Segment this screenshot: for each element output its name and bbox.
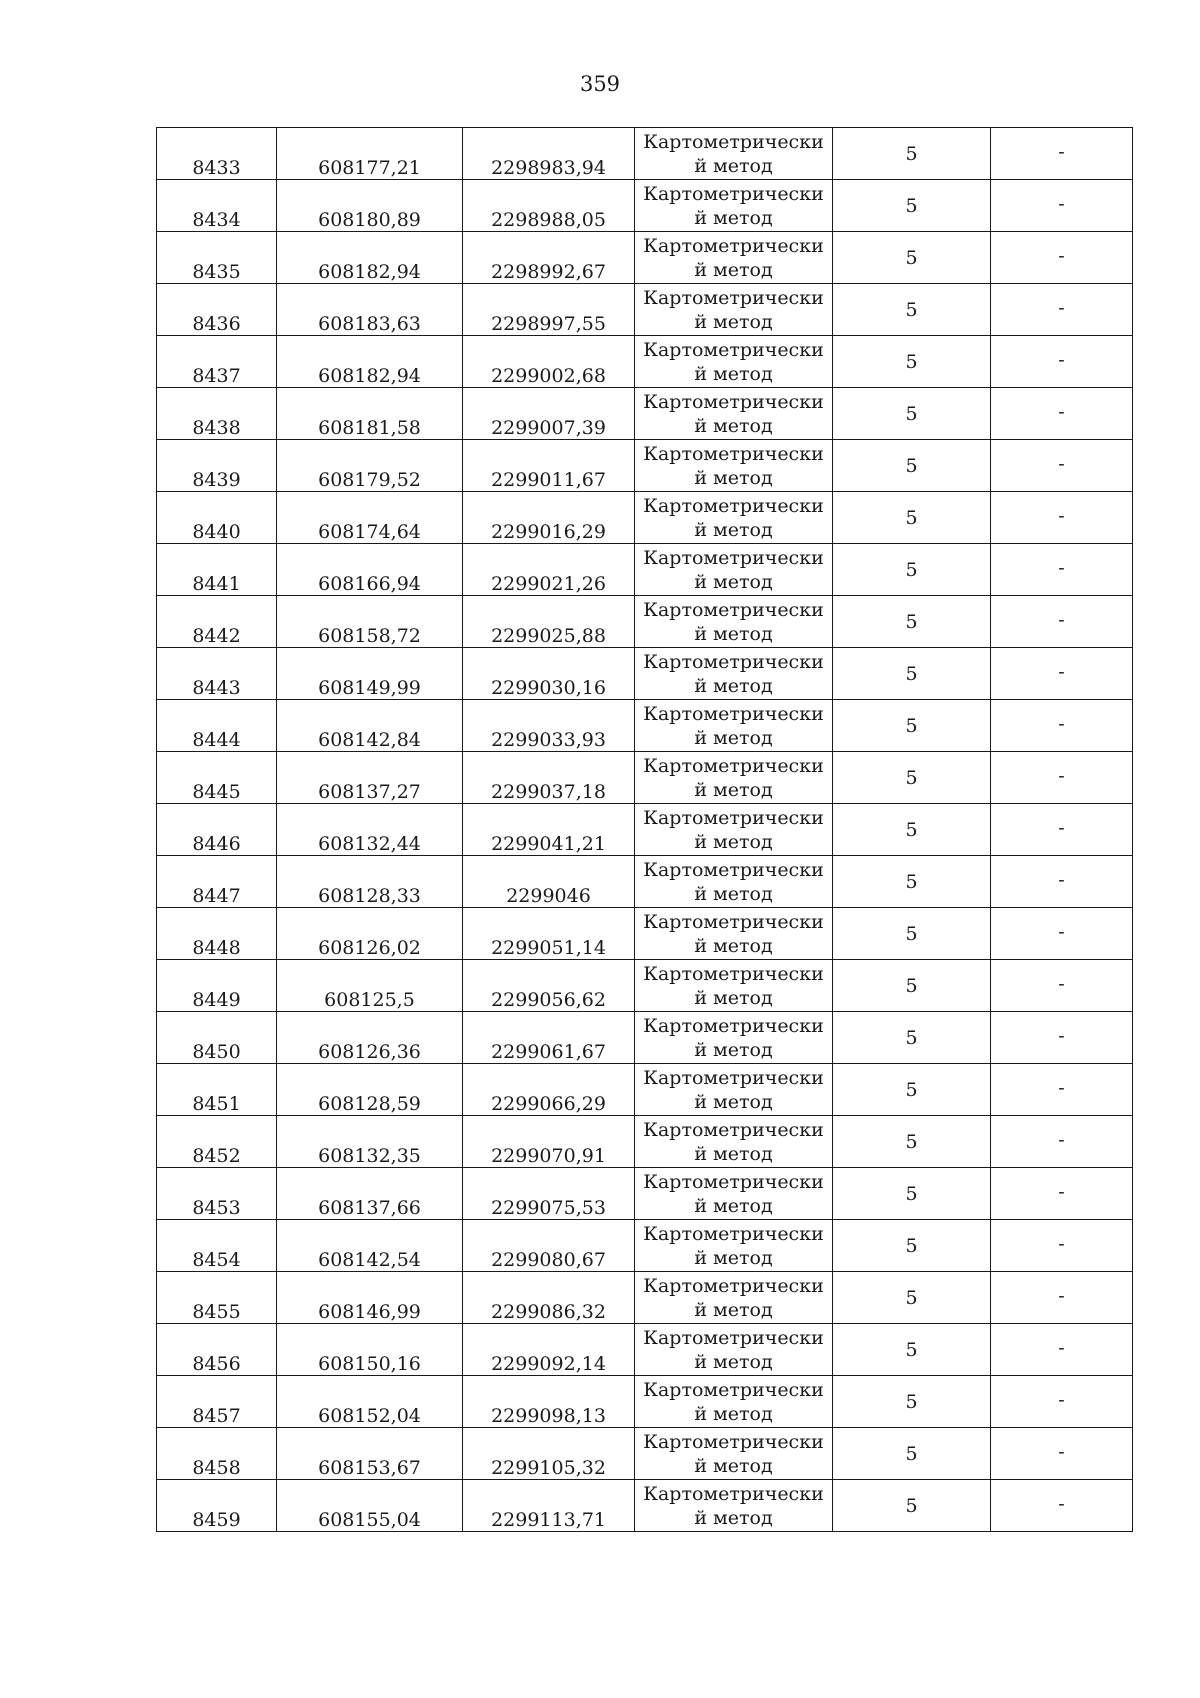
note-dash: - [1058,504,1065,527]
x-coordinate-cell: 608146,99 [277,1272,463,1324]
note-dash: - [1058,1492,1065,1515]
method-line-2: й метод [694,466,773,489]
accuracy-cell: 5 [833,284,991,336]
method-line-1: Картометрически [643,1066,824,1089]
method-cell [635,232,833,284]
note-cell [991,128,1133,180]
x-coordinate-cell: 608128,33 [277,856,463,908]
x-coordinate-cell: 608158,72 [277,596,463,648]
point-number-cell: 8443 [157,648,277,700]
x-coordinate-cell: 608183,63 [277,284,463,336]
point-number-cell: 8442 [157,596,277,648]
method-cell [635,804,833,856]
accuracy-cell: 5 [833,492,991,544]
note-cell [991,1428,1133,1480]
y-coordinate-cell: 2298988,05 [463,180,635,232]
note-dash: - [1058,1336,1065,1359]
note-cell [991,180,1133,232]
method-cell [635,648,833,700]
method-line-1: Картометрически [643,858,824,881]
table-row [157,388,1133,440]
y-coordinate-cell: 2299011,67 [463,440,635,492]
method-line-1: Картометрически [643,1430,824,1453]
method-cell [635,1064,833,1116]
table-row [157,700,1133,752]
method-cell [635,284,833,336]
method-line-1: Картометрически [643,1014,824,1037]
y-coordinate-cell: 2299051,14 [463,908,635,960]
note-dash: - [1058,192,1065,215]
y-coordinate-cell: 2299092,14 [463,1324,635,1376]
table-row [157,804,1133,856]
note-cell [991,544,1133,596]
page-number: 359 [579,72,621,96]
x-coordinate-cell: 608153,67 [277,1428,463,1480]
method-line-2: й метод [694,726,773,749]
method-cell [635,1168,833,1220]
method-line-1: Картометрически [643,286,824,309]
note-dash: - [1058,400,1065,423]
accuracy-cell: 5 [833,1220,991,1272]
note-dash: - [1058,1388,1065,1411]
note-cell [991,1220,1133,1272]
table-row [157,1220,1133,1272]
y-coordinate-cell: 2299030,16 [463,648,635,700]
method-line-1: Картометрически [643,442,824,465]
y-coordinate-cell: 2298992,67 [463,232,635,284]
table-row [157,440,1133,492]
note-dash: - [1058,296,1065,319]
point-number-cell: 8444 [157,700,277,752]
x-coordinate-cell: 608132,44 [277,804,463,856]
method-line-1: Картометрически [643,234,824,257]
point-number-cell: 8445 [157,752,277,804]
note-dash: - [1058,1440,1065,1463]
y-coordinate-cell: 2299025,88 [463,596,635,648]
accuracy-cell: 5 [833,1376,991,1428]
note-dash: - [1058,1128,1065,1151]
table-row [157,1480,1133,1532]
method-line-2: й метод [694,1402,773,1425]
point-number-cell: 8456 [157,1324,277,1376]
y-coordinate-cell: 2299041,21 [463,804,635,856]
y-coordinate-cell: 2299016,29 [463,492,635,544]
note-cell [991,336,1133,388]
point-number-cell: 8447 [157,856,277,908]
method-line-1: Картометрически [643,546,824,569]
method-line-1: Картометрически [643,390,824,413]
point-number-cell: 8458 [157,1428,277,1480]
table-row [157,1012,1133,1064]
point-number-cell: 8454 [157,1220,277,1272]
note-cell [991,1480,1133,1532]
note-dash: - [1058,556,1065,579]
table-row [157,128,1133,180]
note-cell [991,1376,1133,1428]
x-coordinate-cell: 608137,27 [277,752,463,804]
method-cell [635,1428,833,1480]
note-cell [991,908,1133,960]
method-line-2: й метод [694,1142,773,1165]
method-line-2: й метод [694,1506,773,1529]
point-number-cell: 8453 [157,1168,277,1220]
method-line-2: й метод [694,1350,773,1373]
accuracy-cell: 5 [833,180,991,232]
method-cell [635,752,833,804]
note-dash: - [1058,764,1065,787]
accuracy-cell: 5 [833,1168,991,1220]
method-cell [635,1012,833,1064]
point-number-cell: 8452 [157,1116,277,1168]
method-line-1: Картометрически [643,1482,824,1505]
table-row [157,284,1133,336]
table-row [157,856,1133,908]
method-line-1: Картометрически [643,1274,824,1297]
note-cell [991,440,1133,492]
y-coordinate-cell: 2299113,71 [463,1480,635,1532]
method-cell [635,440,833,492]
note-cell [991,596,1133,648]
accuracy-cell: 5 [833,232,991,284]
method-line-2: й метод [694,414,773,437]
note-dash: - [1058,1076,1065,1099]
table-row [157,180,1133,232]
point-number-cell: 8441 [157,544,277,596]
accuracy-cell: 5 [833,1480,991,1532]
method-cell [635,908,833,960]
accuracy-cell: 5 [833,856,991,908]
accuracy-cell: 5 [833,128,991,180]
y-coordinate-cell: 2299070,91 [463,1116,635,1168]
y-coordinate-cell: 2298997,55 [463,284,635,336]
note-dash: - [1058,1284,1065,1307]
y-coordinate-cell: 2299021,26 [463,544,635,596]
note-dash: - [1058,348,1065,371]
note-dash: - [1058,712,1065,735]
coordinates-table [156,127,1133,1532]
table-row [157,752,1133,804]
method-line-1: Картометрически [643,1118,824,1141]
note-dash: - [1058,244,1065,267]
method-line-2: й метод [694,882,773,905]
x-coordinate-cell: 608150,16 [277,1324,463,1376]
accuracy-cell: 5 [833,544,991,596]
accuracy-cell: 5 [833,1116,991,1168]
point-number-cell: 8439 [157,440,277,492]
x-coordinate-cell: 608181,58 [277,388,463,440]
point-number-cell: 8459 [157,1480,277,1532]
table-row [157,1428,1133,1480]
accuracy-cell: 5 [833,752,991,804]
method-line-2: й метод [694,258,773,281]
method-line-1: Картометрически [643,494,824,517]
y-coordinate-cell: 2299086,32 [463,1272,635,1324]
method-line-1: Картометрически [643,130,824,153]
method-cell [635,128,833,180]
method-cell [635,960,833,1012]
method-line-1: Картометрически [643,650,824,673]
note-dash: - [1058,1024,1065,1047]
table-row [157,232,1133,284]
y-coordinate-cell: 2299098,13 [463,1376,635,1428]
accuracy-cell: 5 [833,1324,991,1376]
accuracy-cell: 5 [833,1064,991,1116]
x-coordinate-cell: 608182,94 [277,232,463,284]
method-line-1: Картометрически [643,754,824,777]
x-coordinate-cell: 608166,94 [277,544,463,596]
accuracy-cell: 5 [833,1012,991,1064]
method-line-2: й метод [694,622,773,645]
method-cell [635,700,833,752]
point-number-cell: 8436 [157,284,277,336]
x-coordinate-cell: 608177,21 [277,128,463,180]
table-row [157,1272,1133,1324]
point-number-cell: 8450 [157,1012,277,1064]
point-number-cell: 8455 [157,1272,277,1324]
note-dash: - [1058,140,1065,163]
x-coordinate-cell: 608142,54 [277,1220,463,1272]
y-coordinate-cell: 2299075,53 [463,1168,635,1220]
table-row [157,1168,1133,1220]
method-line-2: й метод [694,310,773,333]
y-coordinate-cell: 2299037,18 [463,752,635,804]
note-dash: - [1058,452,1065,475]
method-cell [635,492,833,544]
method-line-1: Картометрически [643,182,824,205]
method-line-2: й метод [694,154,773,177]
method-line-2: й метод [694,1038,773,1061]
note-dash: - [1058,972,1065,995]
accuracy-cell: 5 [833,1272,991,1324]
note-cell [991,752,1133,804]
method-cell [635,856,833,908]
note-cell [991,804,1133,856]
note-cell [991,1064,1133,1116]
x-coordinate-cell: 608179,52 [277,440,463,492]
method-cell [635,180,833,232]
note-cell [991,284,1133,336]
method-cell [635,1272,833,1324]
note-cell [991,492,1133,544]
accuracy-cell: 5 [833,804,991,856]
method-line-2: й метод [694,1246,773,1269]
y-coordinate-cell: 2299033,93 [463,700,635,752]
accuracy-cell: 5 [833,388,991,440]
accuracy-cell: 5 [833,1428,991,1480]
note-cell [991,388,1133,440]
table-row [157,1376,1133,1428]
y-coordinate-cell: 2299066,29 [463,1064,635,1116]
method-line-2: й метод [694,674,773,697]
coordinates-table-body [157,128,1133,1532]
point-number-cell: 8457 [157,1376,277,1428]
method-cell [635,1220,833,1272]
method-cell [635,1376,833,1428]
method-line-2: й метод [694,206,773,229]
note-cell [991,232,1133,284]
method-line-1: Картометрически [643,910,824,933]
note-cell [991,960,1133,1012]
note-cell [991,1168,1133,1220]
table-row [157,492,1133,544]
x-coordinate-cell: 608132,35 [277,1116,463,1168]
method-cell [635,1324,833,1376]
table-row [157,596,1133,648]
method-line-2: й метод [694,830,773,853]
method-line-1: Картометрически [643,1378,824,1401]
note-dash: - [1058,1232,1065,1255]
method-line-1: Картометрически [643,338,824,361]
y-coordinate-cell: 2299056,62 [463,960,635,1012]
note-dash: - [1058,816,1065,839]
method-line-2: й метод [694,362,773,385]
method-cell [635,388,833,440]
accuracy-cell: 5 [833,336,991,388]
method-line-1: Картометрически [643,598,824,621]
method-line-1: Картометрически [643,702,824,725]
y-coordinate-cell: 2299080,67 [463,1220,635,1272]
method-line-2: й метод [694,1298,773,1321]
method-line-1: Картометрически [643,806,824,829]
note-dash: - [1058,868,1065,891]
y-coordinate-cell: 2299007,39 [463,388,635,440]
method-line-1: Картометрически [643,1170,824,1193]
method-line-2: й метод [694,1090,773,1113]
table-row [157,648,1133,700]
y-coordinate-cell: 2299061,67 [463,1012,635,1064]
method-line-2: й метод [694,1194,773,1217]
x-coordinate-cell: 608155,04 [277,1480,463,1532]
x-coordinate-cell: 608174,64 [277,492,463,544]
x-coordinate-cell: 608182,94 [277,336,463,388]
note-cell [991,1272,1133,1324]
note-cell [991,648,1133,700]
table-row [157,960,1133,1012]
point-number-cell: 8438 [157,388,277,440]
method-line-1: Картометрически [643,962,824,985]
table-row [157,1116,1133,1168]
point-number-cell: 8448 [157,908,277,960]
method-line-2: й метод [694,518,773,541]
method-cell [635,1116,833,1168]
point-number-cell: 8446 [157,804,277,856]
method-cell [635,544,833,596]
x-coordinate-cell: 608137,66 [277,1168,463,1220]
table-row [157,1064,1133,1116]
accuracy-cell: 5 [833,648,991,700]
y-coordinate-cell: 2299002,68 [463,336,635,388]
note-dash: - [1058,920,1065,943]
x-coordinate-cell: 608149,99 [277,648,463,700]
accuracy-cell: 5 [833,908,991,960]
y-coordinate-cell: 2298983,94 [463,128,635,180]
note-dash: - [1058,608,1065,631]
y-coordinate-cell: 2299046 [463,856,635,908]
method-cell [635,1480,833,1532]
method-line-1: Картометрически [643,1326,824,1349]
table-row [157,908,1133,960]
table-row [157,336,1133,388]
accuracy-cell: 5 [833,440,991,492]
note-cell [991,1116,1133,1168]
point-number-cell: 8451 [157,1064,277,1116]
note-dash: - [1058,1180,1065,1203]
accuracy-cell: 5 [833,700,991,752]
note-cell [991,1324,1133,1376]
method-line-2: й метод [694,934,773,957]
y-coordinate-cell: 2299105,32 [463,1428,635,1480]
point-number-cell: 8449 [157,960,277,1012]
table-row [157,544,1133,596]
note-cell [991,856,1133,908]
note-dash: - [1058,660,1065,683]
note-cell [991,700,1133,752]
point-number-cell: 8440 [157,492,277,544]
table-row [157,1324,1133,1376]
method-line-2: й метод [694,778,773,801]
method-line-2: й метод [694,986,773,1009]
method-cell [635,336,833,388]
x-coordinate-cell: 608126,02 [277,908,463,960]
point-number-cell: 8434 [157,180,277,232]
x-coordinate-cell: 608142,84 [277,700,463,752]
point-number-cell: 8433 [157,128,277,180]
x-coordinate-cell: 608126,36 [277,1012,463,1064]
method-line-1: Картометрически [643,1222,824,1245]
x-coordinate-cell: 608128,59 [277,1064,463,1116]
x-coordinate-cell: 608152,04 [277,1376,463,1428]
accuracy-cell: 5 [833,960,991,1012]
note-cell [991,1012,1133,1064]
x-coordinate-cell: 608180,89 [277,180,463,232]
method-line-2: й метод [694,1454,773,1477]
x-coordinate-cell: 608125,5 [277,960,463,1012]
method-line-2: й метод [694,570,773,593]
point-number-cell: 8437 [157,336,277,388]
method-cell [635,596,833,648]
accuracy-cell: 5 [833,596,991,648]
point-number-cell: 8435 [157,232,277,284]
